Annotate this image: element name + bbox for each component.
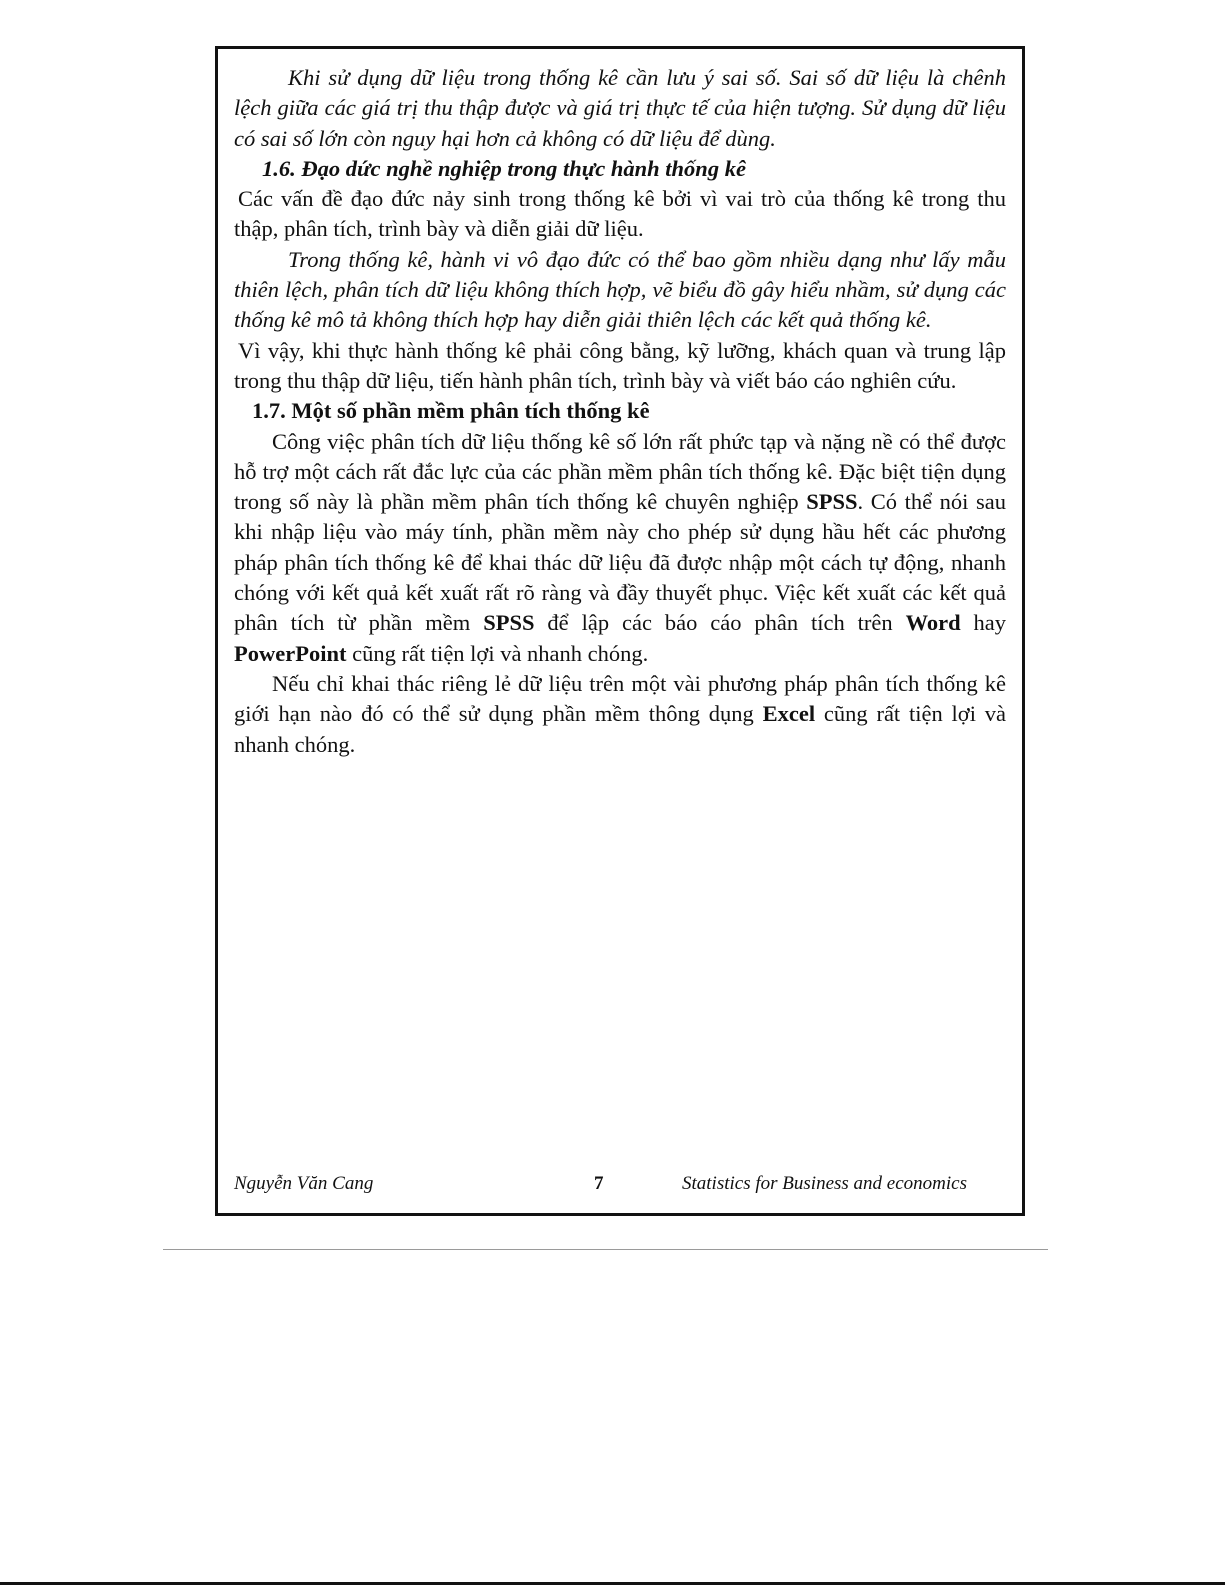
paragraph-ethics-intro: Các vấn đề đạo đức nảy sinh trong thống kê bởi vì vai trò của thống kê trong thu thập, phân tích, trình bày và diễn giải dữ liệu.: [234, 186, 1006, 242]
bold-term-word: Word: [905, 610, 961, 636]
bold-term-spss: SPSS: [483, 610, 535, 636]
text-run: cũng rất tiện lợi và nhanh chóng.: [346, 640, 649, 666]
bold-term-spss: SPSS: [806, 489, 858, 515]
bold-term-excel: Excel: [762, 701, 816, 727]
paragraph-spss: [234, 427, 1006, 669]
paragraph-data-error: Khi sử dụng dữ liệu trong thống kê cần lưu ý sai số. Sai số dữ liệu là chênh lệch giữa các giá trị thu thập được và giá trị thực tế của hiện tượng. Sử dụng dữ liệu có sai số lớn còn nguy hại hơn cả không có dữ liệu để dùng.: [234, 65, 1006, 151]
footer-page-number: 7: [594, 1173, 604, 1194]
page-footer: [234, 1173, 1006, 1201]
text-run: . Có thể nói sau khi nhập liệu vào máy tính, phần mềm này cho phép sử dụng hầu hết các phương pháp phân tích thống kê để khai thác dữ liệu đã được nhập một cách tự động, nhanh chóng với kết quả kết xuất rất rõ ràng và đầy thuyết phục. Việc kết xuất các kết quả phân tích từ phần mềm: [234, 489, 1006, 636]
paragraph-excel: [234, 669, 1006, 760]
page-frame: [215, 46, 1025, 1216]
page-divider: [163, 1249, 1048, 1250]
paragraph-ethics-conclusion: Vì vậy, khi thực hành thống kê phải công bằng, kỹ lưỡng, khách quan và trung lập trong thu thập dữ liệu, tiến hành phân tích, trình bày và viết báo cáo nghiên cứu.: [234, 337, 1006, 393]
section-heading-1-6: 1.6. Đạo dức nghề nghiệp trong thực hành thống kê: [262, 155, 746, 181]
text-run: Nếu chỉ khai thác riêng lẻ dữ liệu trên một vài phương pháp phân tích thống kê giới hạn nào đó có thể sử dụng phần mềm thông dụng: [234, 670, 1006, 727]
text-run: Công việc phân tích dữ liệu thống kê số lớn rất phức tạp và nặng nề có thể được hỗ trợ một cách rất đắc lực của các phần mềm phân tích thống kê. Đặc biệt tiện dụng trong số này là phần mềm phân tích thống kê chuyên nghiệp: [234, 428, 1006, 515]
bold-term-powerpoint: PowerPoint: [234, 640, 347, 666]
footer-book-title: Statistics for Business and economics: [682, 1173, 967, 1194]
section-heading-1-7: 1.7. Một số phần mềm phân tích thống kê: [252, 398, 650, 424]
text-run: cũng rất tiện lợi và nhanh chóng.: [234, 701, 1007, 757]
paragraph-unethical-behavior: Trong thống kê, hành vi vô đạo đức có thể bao gồm nhiều dạng như lấy mẫu thiên lệch, phân tích dữ liệu không thích hợp, vẽ biểu đồ gây hiểu nhầm, sử dụng các thống kê mô tả không thích hợp hay diễn giải thiên lệch các kết quả thống kê.: [234, 246, 1006, 333]
page-content: [234, 63, 1006, 760]
text-run: hay: [960, 610, 1006, 636]
footer-author: Nguyễn Văn Cang: [234, 1173, 374, 1194]
text-run: để lập các báo cáo phân tích trên: [534, 610, 906, 636]
